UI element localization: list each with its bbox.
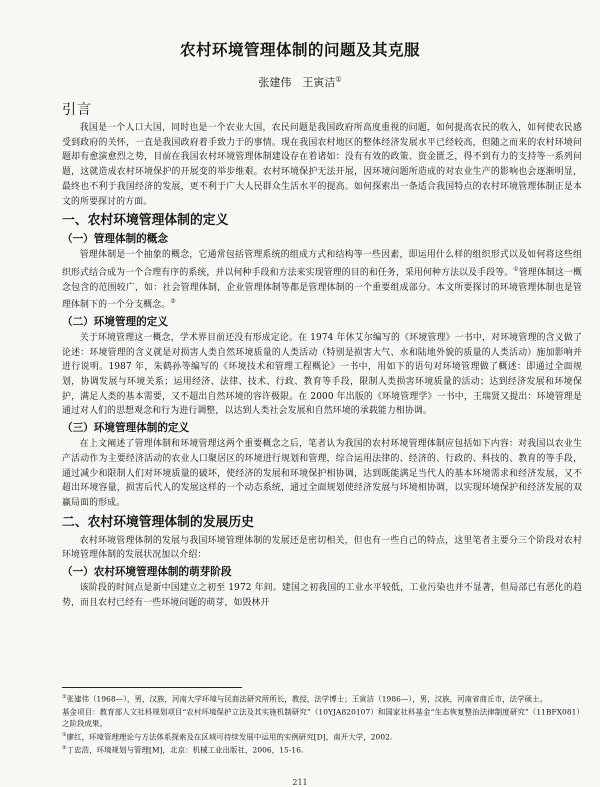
section1-sub3-heading: （三）环境管理体制的定义: [62, 422, 190, 435]
intro-paragraph: 我国是一个人口大国，同时也是一个农业大国，农民问题是我国政府所高度重视的问题，如何提高农民的收入，如何使农民感受到政府的关怀，一直是我国政府着手致力于的事情。现在我国农村地区的整体经济发展水平已经较高，但随之而来的农村环境问题却有愈演愈烈之势，目前在我国农村环境管理体制建设存在着诸如：没有有效的政策、资金匮乏，得不到有力的支持等一系列问题，这就造成农村环境保护的开展变的举步维艰。农村环境保护无法开展，因环境问题所造成的对农业生产的影响也会逐渐明显，最终也不利于我国经济的发展，更不利于广大人民群众生活水平的提高。如何探索出一条适合我国特点的农村环境管理体制正是本文的所要探讨的方面。: [62, 123, 582, 207]
section2-sub1-paragraph: 该阶段的时间点是新中国建立之初至 1972 年间。建国之初我国的工业水平较低，工业污染也并不显著，但局部已有恶化的趋势，而且农村已经有一些环境问题的萌芽，如毁林开: [62, 583, 582, 608]
footnote-text: 廖红，环境管理理论与方法体系探索及在区域可持续发展中运用的实例研究[D]，南开大学，2002.: [66, 732, 393, 742]
section1-sub2-paragraph: 关于环境管理这一概念，学术界目前还没有形成定论。在 1974 年休艾尔编写的《环境管理》一书中，对环境管理的含义做了论述：环境管理的含义就是对损害人类自然环境质量的人类活动（特别是损害大气、水和陆地外貌的质量的人类活动）施加影响并进行说明。1987 年，朱鹤孙等编写的《环境技术和管理工程概论》一书中，用如下的语句对环境管理做了概述：即通过全面规划，协调发展与环境关系；运用经济、法律、技术、行政、教育等手段，限制人类损害环境质量的活动；达到经济发展和环境保护，满足人类的基本需要，又不超出自然环境的容许极限。在 2000 年出版的《环境管理学》一书中，王瑞贤又提出：环境管理是通过对人们的思想观念和行为进行调整，以达到人类社会发展和自然环境的承载能力相协调。: [62, 332, 582, 417]
footnote-divider: [62, 687, 242, 688]
footnote: [62, 692, 584, 705]
section1-sub2-heading: （二）环境管理的定义: [62, 315, 168, 328]
footnote: [62, 705, 584, 730]
section1-sub1-heading: （一）管理体制的概念: [62, 233, 168, 246]
author-names: 张建伟 王寅洁: [258, 76, 336, 89]
footnote: [62, 730, 584, 743]
author-footnote-mark: ①: [335, 75, 342, 84]
paper-authors: [0, 74, 600, 90]
paper-body: [62, 98, 582, 611]
section2-paragraph: 农村环境管理体制的发展与我国环境管理体制的发展还是密切相关，但也有一些自己的特点，这里笔者主要分三个阶段对农村环境管理体制的发展状况加以介绍：: [62, 535, 582, 561]
footnote-text: 张建伟（1968—），男，汉族，河南大学环境与民商法研究所所长，教授，法学博士；王寅洁（1986—），男，汉族，河南省商丘市，法学硕士。: [66, 694, 548, 704]
footnote: [62, 743, 584, 756]
page-number: 211: [292, 778, 308, 787]
section2-heading: 二、农村环境管理体制的发展历史: [62, 514, 254, 530]
section1-sub1-text: 管理体制是一个抽象的概念，它通常包括管理系统的组成方式和结构等一些因素，即运用什么样的组织形式以及如何将这些组织形式结合成为一个合理有序的系统，并以何种手段和方法来实现管理的目的和任务，采用何种方法以及手段等。: [62, 250, 582, 278]
footnote-mark: ②: [62, 744, 67, 751]
paper-title: 农村环境管理体制的问题及其克服: [179, 41, 420, 59]
footnotes: [62, 692, 584, 756]
footnote-mark: ①: [62, 731, 67, 738]
section2-sub1-heading: （一）农村环境管理体制的萌芽阶段: [62, 566, 232, 579]
footnote-ref-1: ①: [513, 265, 519, 273]
footnote-ref-2: ②: [170, 298, 176, 306]
footnote-mark: ①: [62, 694, 67, 700]
footnote-text: 丁忠浩，环境规划与管理[M]，北京：机械工业出版社，2006，15-16.: [66, 745, 304, 755]
section1-sub1-paragraph: [62, 248, 582, 313]
section1-heading: 一、农村环境管理体制的定义: [62, 213, 229, 229]
section1-sub3-paragraph: 在上文阐述了管理体制和环境管理这两个重要概念之后，笔者认为我国的农村环境管理体制应包括如下内容：对我国以农业生产活动作为主要经济活动的农业人口聚居区的环境进行规划和管理，综合运用法律的、经济的、行政的、科技的、教育的等手段，通过减少和限制人们对环境质量的破坏，使经济的发展和环境保护相协调，达到既能满足当代人的基本环境需求和经济发展，又不超出环境容量，损害后代人的发展这样的一个动态系统，通过全面规划使经济发展与环境相协调，以实现环境保护和经济发展的双赢局面的形成。: [62, 439, 582, 508]
footnote-text: 基金项目：教育部人文社科规划项目“农村环境保护立法及其实施机制研究”（10YJA820107）和国家社科基金“生态恢复整治法律制度研究”（11BFX081）之阶段成果。: [62, 707, 584, 729]
section1-sub1-text-tail: 管理体制这一概念包含的范围较广，如：社会管理体制，企业管理体制等都是管理体制的一个重要组成部分。本文所要探讨的环境管理体制也是管理体制下的一个分支概念。: [62, 267, 582, 311]
intro-heading: 引言: [62, 102, 92, 118]
